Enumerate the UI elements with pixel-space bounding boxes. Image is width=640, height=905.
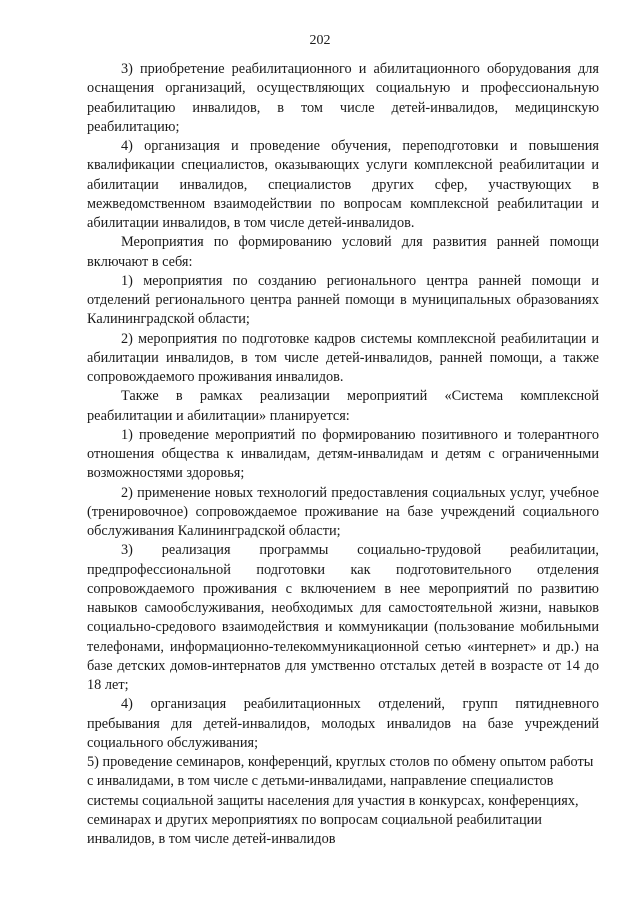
paragraph-item-3-equipment: 3) приобретение реабилитационного и абилитационного оборудования для оснащения организаций, осуществляющих социальную и профессиональную реабилитацию инвалидов, в том числе детей-инвалидов, медицинскую реабилитацию; — [87, 61, 599, 135]
paragraph-early-help-1: 1) мероприятия по созданию регионального центра ранней помощи и отделений регионального центра ранней помощи в муниципальных образованиях Калининградской области; — [87, 272, 599, 328]
paragraph-system-3: 3) реализация программы социально-трудовой реабилитации, предпрофессиональной подготовки как подготовительного отделения сопровождаемого проживания с включением в нее мероприятий по развитию навыков самообслуживания, необходимых для самостоятельной жизни, навыков социально-средового взаимодействия и коммуникации (пользование мобильными телефонами, информационно-телекоммуникационной сетью «интернет» и др.) на базе детских домов-интернатов для умственно отсталых детей в возрасте от 14 до 18 лет; — [87, 542, 599, 693]
paragraph-system-1: 1) проведение мероприятий по формированию позитивного и толерантного отношения общества к инвалидам, детям-инвалидам и детям с ограниченными возможностями здоровья; — [87, 426, 599, 482]
paragraph-system-4: 4) организация реабилитационных отделений, групп пятидневного пребывания для детей-инвалидов, молодых инвалидов на базе учреждений социального обслуживания; — [87, 696, 599, 751]
paragraph-system-intro: Также в рамках реализации мероприятий «Система комплексной реабилитации и абилитации» планируется: — [87, 388, 599, 424]
paragraph-item-4-training: 4) организация и проведение обучения, переподготовки и повышения квалификации специалистов, оказывающих услуги комплексной реабилитации и абилитации инвалидов, специалистов других сфер, участвующих в межведомственном взаимодействии по вопросам комплексной реабилитации и абилитации инвалидов, в том числе детей-инвалидов. — [87, 138, 599, 231]
page-number: 202 — [309, 33, 331, 48]
document-body — [87, 60, 599, 849]
paragraph-system-5: 5) проведение семинаров, конференций, круглых столов по обмену опытом работы с инвалидами, в том числе с детьми-инвалидами, направление специалистов системы социальной защиты населения для участия в конкурсах, конференциях, семинарах и других мероприятиях по вопросам социальной реабилитации инвалидов, в том числе детей-инвалидов — [87, 754, 594, 847]
paragraph-early-help-intro: Мероприятия по формированию условий для развития ранней помощи включают в себя: — [87, 234, 599, 270]
paragraph-early-help-2: 2) мероприятия по подготовке кадров системы комплексной реабилитации и абилитации инвалидов, в том числе детей-инвалидов, ранней помощи, а также сопровождаемого проживания инвалидов. — [87, 330, 599, 385]
paragraph-system-2: 2) применение новых технологий предоставления социальных услуг, учебное (тренировочное) сопровождаемое проживание на базе учреждений социального обслуживания Калининградской области; — [87, 484, 599, 539]
